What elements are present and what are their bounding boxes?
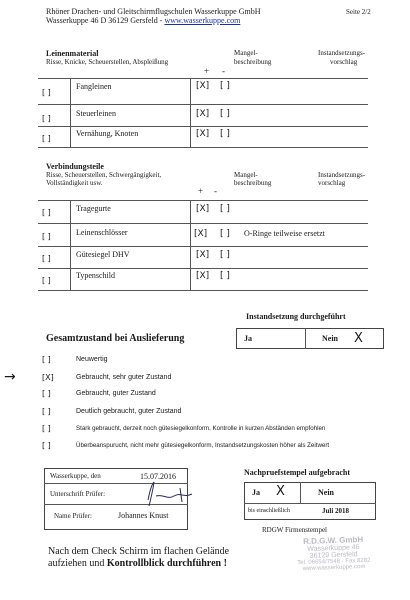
divider xyxy=(70,78,71,147)
minus-checkbox[interactable]: [ ] xyxy=(220,81,230,91)
leinen-row-label: Fangleinen xyxy=(76,82,112,91)
gesamtzustand-title: Gesamtzustand bei Auslieferung xyxy=(46,333,185,344)
nein-checkmark[interactable]: X xyxy=(354,331,363,346)
plus-checkbox-checked[interactable]: [X] xyxy=(194,229,208,239)
divider xyxy=(305,328,306,349)
instandsetzung-title: Instandsetzung durchgeführt xyxy=(246,312,346,321)
condition-label: Überbeanspurucht, nicht mehr gütesiegelkonform, Instandsetzungskosten höher als Zeitwert xyxy=(76,442,330,449)
arrow-right-icon: → xyxy=(4,369,16,385)
divider xyxy=(38,126,368,127)
verbindung-row-label: Leinenschlösser xyxy=(76,228,128,237)
name-value[interactable]: Johannes Knust xyxy=(118,511,169,520)
condition-label: Stark gebraucht, derzeit noch gütesiegelkonform, Kontrolle in kurzen Abständen empfohlen xyxy=(76,425,326,432)
leinen-row-label: Steuerleinen xyxy=(76,109,116,118)
repair-header-2: vorschlag xyxy=(318,179,346,187)
firm-label: RDGW Firmenstempel xyxy=(262,526,328,534)
minus-checkbox[interactable]: [ ] xyxy=(220,129,230,139)
stamp-line: 36129 Gersfeld xyxy=(309,551,358,560)
minus-checkbox[interactable]: [ ] xyxy=(220,204,230,214)
leinen-row-label: Vernähung, Knoten xyxy=(76,129,139,138)
condition-checkbox[interactable]: [ ] xyxy=(42,441,51,450)
handwritten-signature xyxy=(136,480,206,508)
stamp-line: www.wasserkuppe.com xyxy=(302,563,366,573)
condition-label: Deutlich gebraucht, guter Zustand xyxy=(76,408,182,415)
verbindung-row-label: Tragegurte xyxy=(76,204,111,213)
verbindung-row-label: Gütesiegel DHV xyxy=(76,250,130,259)
divider xyxy=(38,104,368,105)
footer-line-2-bold: Kontrollblick durchführen ! xyxy=(106,558,227,569)
divider xyxy=(38,200,368,201)
divider xyxy=(244,503,376,504)
unterschrift-label: Unterschrift Prüfer: xyxy=(50,490,106,498)
condition-checkbox[interactable]: [ ] xyxy=(42,424,51,433)
footer-line-2 xyxy=(48,558,227,569)
footer-line-1: Nach dem Check Schirm im flachen Gelände xyxy=(48,546,230,557)
divider xyxy=(38,268,368,269)
condition-checkbox-checked[interactable]: [X] xyxy=(42,373,54,382)
divider xyxy=(300,482,301,503)
condition-checkbox[interactable]: [ ] xyxy=(42,407,51,416)
leinen-row-checkbox[interactable]: [ ] xyxy=(42,88,51,97)
stamp-line: Wasserkuppe 46 xyxy=(307,544,360,553)
company-address xyxy=(46,16,240,25)
ja-checkmark[interactable]: X xyxy=(276,484,285,499)
nachpruef-box xyxy=(244,482,376,520)
leinen-subtitle: Risse, Knicke, Scheuerstellen, Abspleißung xyxy=(46,58,169,66)
mangel-header-2: beschreibung xyxy=(234,179,272,187)
leinen-title: Leinenmaterial xyxy=(46,49,99,58)
verbindung-row-label: Typenschild xyxy=(76,271,115,280)
repair-header-1: Instandsetzungs- xyxy=(318,171,366,179)
divider xyxy=(70,200,71,290)
stamp-line: Tel. 06654/7548 - Fax 8282 xyxy=(297,557,371,567)
divider xyxy=(38,223,368,224)
mangel-header-2: beschreibung xyxy=(234,58,272,66)
condition-checkbox[interactable]: [ ] xyxy=(42,389,51,398)
website-link[interactable]: www.wasserkuppe.com xyxy=(164,16,241,25)
minus-checkbox[interactable]: [ ] xyxy=(220,250,230,260)
address-text: Wasserkuppe 46 D 36129 Gersfeld - xyxy=(46,16,163,25)
stamp-line: R.D.G.W. GmbH xyxy=(303,534,364,547)
footer-line-2-start: aufziehen und xyxy=(48,558,107,569)
minus-header: - xyxy=(222,66,225,76)
plus-header: + xyxy=(204,66,210,76)
verbindung-row-checkbox[interactable]: [ ] xyxy=(42,276,51,285)
verbindung-subtitle-2: Vollständigkeit usw. xyxy=(46,179,103,187)
company-stamp xyxy=(269,534,399,596)
nein-label: Nein xyxy=(318,488,334,497)
bis-label: bis einschließlich xyxy=(248,508,290,514)
mangel-note: O-Ringe teilweise ersetzt xyxy=(244,229,325,238)
repair-header-1: Instandsetzungs- xyxy=(318,49,366,57)
page-number: Seite 2/2 xyxy=(346,8,371,16)
leinen-row-checkbox[interactable]: [ ] xyxy=(42,134,51,143)
leinen-row-checkbox[interactable]: [ ] xyxy=(42,114,51,123)
plus-header: + xyxy=(198,186,204,196)
condition-label: Neuwertig xyxy=(76,356,108,363)
condition-label: Gebraucht, sehr guter Zustand xyxy=(76,374,172,381)
divider xyxy=(190,78,191,147)
mangel-header-1: Mangel- xyxy=(234,49,258,57)
minus-checkbox[interactable]: [ ] xyxy=(220,109,230,119)
company-name: Rhöner Drachen- und Gleitschirmflugschulen Wasserkuppe GmbH xyxy=(46,7,261,16)
divider xyxy=(38,290,368,291)
plus-checkbox-checked[interactable]: [X] xyxy=(196,81,210,91)
plus-checkbox-checked[interactable]: [X] xyxy=(196,109,210,119)
verbindung-row-checkbox[interactable]: [ ] xyxy=(42,208,51,217)
plus-checkbox-checked[interactable]: [X] xyxy=(196,250,210,260)
nachpruef-title: Nachpruefstempel aufgebracht xyxy=(244,468,350,477)
verbindung-subtitle-1: Risse, Scheuerstellen, Schwergängigkeit, xyxy=(46,171,162,179)
repair-header-2: vorschlag xyxy=(330,58,358,66)
ja-label: Ja xyxy=(244,334,252,343)
nein-label: Nein xyxy=(322,334,338,343)
verbindung-title: Verbindungsteile xyxy=(46,162,104,171)
minus-header: - xyxy=(214,186,217,196)
mangel-header-1: Mangel- xyxy=(234,171,258,179)
verbindung-row-checkbox[interactable]: [ ] xyxy=(42,232,51,241)
divider xyxy=(38,246,368,247)
date-value[interactable]: 15.07.2016 xyxy=(140,472,176,481)
minus-checkbox[interactable]: [ ] xyxy=(220,271,230,281)
name-label: Name Prüfer: xyxy=(54,512,92,520)
divider xyxy=(38,78,368,79)
verbindung-row-checkbox[interactable]: [ ] xyxy=(42,254,51,263)
divider xyxy=(190,200,191,290)
plus-checkbox-checked[interactable]: [X] xyxy=(196,129,210,139)
bis-date[interactable]: Juli 2018 xyxy=(322,507,350,515)
condition-label: Gebraucht, guter Zustand xyxy=(76,390,156,397)
divider xyxy=(38,147,368,148)
ja-label: Ja xyxy=(252,488,260,497)
place-label: Wasserkuppe, den xyxy=(50,472,101,480)
plus-checkbox-checked[interactable]: [X] xyxy=(196,271,210,281)
condition-checkbox[interactable]: [ ] xyxy=(42,355,51,364)
minus-checkbox[interactable]: [ ] xyxy=(220,229,230,239)
plus-checkbox-checked[interactable]: [X] xyxy=(196,204,210,214)
